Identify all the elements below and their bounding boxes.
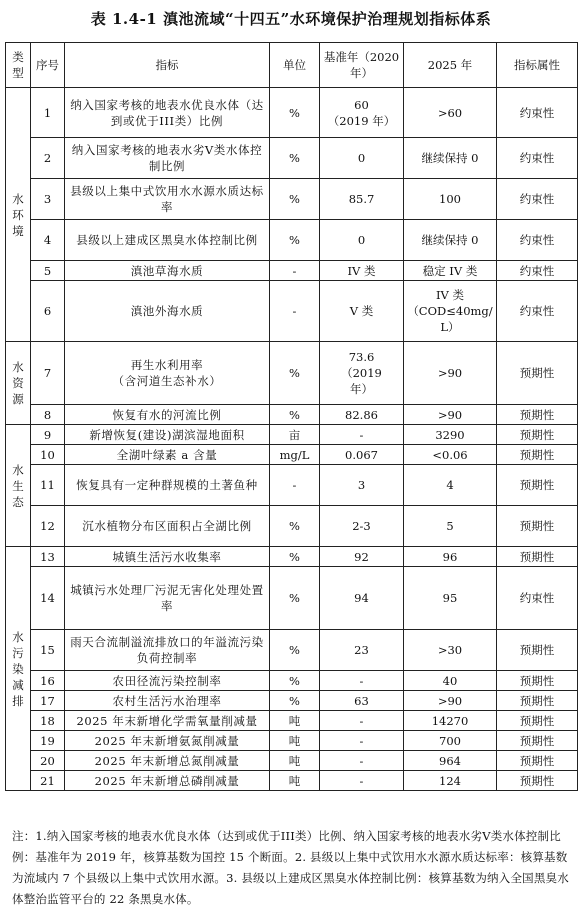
attribute-cell: 预期性 xyxy=(497,630,578,671)
baseline-cell: 2-3 xyxy=(320,506,404,547)
seq-cell: 17 xyxy=(31,691,65,711)
baseline-cell: 94 xyxy=(320,567,404,630)
target-cell: <0.06 xyxy=(404,445,497,465)
target-cell: 4 xyxy=(404,465,497,506)
table-row xyxy=(6,751,578,771)
table-row xyxy=(6,425,578,445)
baseline-cell: 73.6 （2019 年） xyxy=(320,342,404,405)
baseline-cell: 82.86 xyxy=(320,405,404,425)
indicator-cell: 农田径流污染控制率 xyxy=(65,671,270,691)
unit-cell: % xyxy=(270,179,320,220)
indicator-cell: 2025 年末新增总磷削减量 xyxy=(65,771,270,791)
unit-cell: - xyxy=(270,281,320,342)
baseline-cell: 63 xyxy=(320,691,404,711)
table-row xyxy=(6,630,578,671)
indicator-cell: 纳入国家考核的地表水劣V类水体控制比例 xyxy=(65,138,270,179)
unit-cell: mg/L xyxy=(270,445,320,465)
target-cell: 124 xyxy=(404,771,497,791)
attribute-cell: 约束性 xyxy=(497,281,578,342)
seq-cell: 18 xyxy=(31,711,65,731)
attribute-cell: 预期性 xyxy=(497,691,578,711)
attribute-cell: 预期性 xyxy=(497,445,578,465)
table-row xyxy=(6,138,578,179)
indicator-cell: 新增恢复(建设)湖滨湿地面积 xyxy=(65,425,270,445)
header-unit: 单位 xyxy=(270,43,320,88)
table-row xyxy=(6,405,578,425)
target-cell: >90 xyxy=(404,342,497,405)
table-row xyxy=(6,771,578,791)
attribute-cell: 约束性 xyxy=(497,88,578,138)
unit-cell: % xyxy=(270,691,320,711)
category-cell: 水 资 源 xyxy=(6,342,31,425)
table-title: 表 1.4-1 滇池流域“十四五”水环境保护治理规划指标体系 xyxy=(90,10,492,28)
header-baseline: 基准年（2020 年） xyxy=(320,43,404,88)
seq-cell: 19 xyxy=(31,731,65,751)
baseline-cell: - xyxy=(320,751,404,771)
unit-cell: - xyxy=(270,261,320,281)
baseline-cell: V 类 xyxy=(320,281,404,342)
indicator-cell: 恢复有水的河流比例 xyxy=(65,405,270,425)
attribute-cell: 约束性 xyxy=(497,179,578,220)
attribute-cell: 约束性 xyxy=(497,220,578,261)
target-cell: >60 xyxy=(404,88,497,138)
seq-cell: 6 xyxy=(31,281,65,342)
indicator-cell: 纳入国家考核的地表水优良水体（达到或优于III类）比例 xyxy=(65,88,270,138)
unit-cell: % xyxy=(270,88,320,138)
table-row xyxy=(6,261,578,281)
table-row xyxy=(6,567,578,630)
attribute-cell: 约束性 xyxy=(497,138,578,179)
seq-cell: 4 xyxy=(31,220,65,261)
baseline-cell: 0 xyxy=(320,138,404,179)
header-target: 2025 年 xyxy=(404,43,497,88)
header-row xyxy=(6,43,578,88)
baseline-cell: 23 xyxy=(320,630,404,671)
target-cell: >90 xyxy=(404,405,497,425)
indicator-cell: 全湖叶绿素 a 含量 xyxy=(65,445,270,465)
baseline-cell: 60 （2019 年） xyxy=(320,88,404,138)
target-cell: 964 xyxy=(404,751,497,771)
target-cell: >90 xyxy=(404,691,497,711)
baseline-cell: - xyxy=(320,731,404,751)
attribute-cell: 约束性 xyxy=(497,261,578,281)
header-category: 类型 xyxy=(6,43,31,88)
header-attribute: 指标属性 xyxy=(497,43,578,88)
unit-cell: % xyxy=(270,506,320,547)
attribute-cell: 约束性 xyxy=(497,567,578,630)
baseline-cell: 3 xyxy=(320,465,404,506)
target-cell: 继续保持 0 xyxy=(404,220,497,261)
seq-cell: 8 xyxy=(31,405,65,425)
unit-cell: % xyxy=(270,405,320,425)
indicator-cell: 城镇污水处理厂污泥无害化处理处置率 xyxy=(65,567,270,630)
seq-cell: 5 xyxy=(31,261,65,281)
indicator-cell: 滇池草海水质 xyxy=(65,261,270,281)
indicator-cell: 农村生活污水治理率 xyxy=(65,691,270,711)
attribute-cell: 预期性 xyxy=(497,465,578,506)
table-row xyxy=(6,731,578,751)
table-row xyxy=(6,342,578,405)
target-cell: 700 xyxy=(404,731,497,751)
attribute-cell: 预期性 xyxy=(497,425,578,445)
table-row xyxy=(6,506,578,547)
target-cell: 96 xyxy=(404,547,497,567)
baseline-cell: 0 xyxy=(320,220,404,261)
table-row xyxy=(6,88,578,138)
unit-cell: % xyxy=(270,547,320,567)
header-seq: 序号 xyxy=(31,43,65,88)
target-cell: 3290 xyxy=(404,425,497,445)
baseline-cell: - xyxy=(320,771,404,791)
unit-cell: 吨 xyxy=(270,731,320,751)
table-row xyxy=(6,445,578,465)
table-row xyxy=(6,547,578,567)
seq-cell: 16 xyxy=(31,671,65,691)
seq-cell: 14 xyxy=(31,567,65,630)
attribute-cell: 预期性 xyxy=(497,771,578,791)
indicator-table xyxy=(5,42,578,791)
target-cell: 5 xyxy=(404,506,497,547)
target-cell: IV 类 （COD≤40mg/ L） xyxy=(404,281,497,342)
seq-cell: 2 xyxy=(31,138,65,179)
attribute-cell: 预期性 xyxy=(497,547,578,567)
attribute-cell: 预期性 xyxy=(497,342,578,405)
baseline-cell: 92 xyxy=(320,547,404,567)
seq-cell: 7 xyxy=(31,342,65,405)
baseline-cell: - xyxy=(320,425,404,445)
seq-cell: 3 xyxy=(31,179,65,220)
indicator-cell: 雨天合流制溢流排放口的年溢流污染负荷控制率 xyxy=(65,630,270,671)
target-cell: 14270 xyxy=(404,711,497,731)
seq-cell: 15 xyxy=(31,630,65,671)
indicator-cell: 2025 年末新增化学需氧量削减量 xyxy=(65,711,270,731)
unit-cell: 吨 xyxy=(270,751,320,771)
seq-cell: 21 xyxy=(31,771,65,791)
baseline-cell: - xyxy=(320,671,404,691)
table-row xyxy=(6,465,578,506)
target-cell: 继续保持 0 xyxy=(404,138,497,179)
category-cell: 水 生 态 xyxy=(6,425,31,547)
indicator-cell: 县级以上建成区黑臭水体控制比例 xyxy=(65,220,270,261)
attribute-cell: 预期性 xyxy=(497,671,578,691)
unit-cell: 吨 xyxy=(270,711,320,731)
indicator-cell: 再生水利用率 （含河道生态补水） xyxy=(65,342,270,405)
unit-cell: % xyxy=(270,342,320,405)
indicator-cell: 2025 年末新增氨氮削减量 xyxy=(65,731,270,751)
indicator-cell: 滇池外海水质 xyxy=(65,281,270,342)
unit-cell: % xyxy=(270,220,320,261)
unit-cell: 吨 xyxy=(270,771,320,791)
table-row xyxy=(6,691,578,711)
table-row xyxy=(6,711,578,731)
indicator-cell: 城镇生活污水收集率 xyxy=(65,547,270,567)
baseline-cell: IV 类 xyxy=(320,261,404,281)
seq-cell: 12 xyxy=(31,506,65,547)
target-cell: 40 xyxy=(404,671,497,691)
table-body xyxy=(6,88,578,791)
attribute-cell: 预期性 xyxy=(497,751,578,771)
table-row xyxy=(6,220,578,261)
baseline-cell: - xyxy=(320,711,404,731)
unit-cell: % xyxy=(270,671,320,691)
baseline-cell: 0.067 xyxy=(320,445,404,465)
seq-cell: 11 xyxy=(31,465,65,506)
seq-cell: 10 xyxy=(31,445,65,465)
indicator-cell: 沉水植物分布区面积占全湖比例 xyxy=(65,506,270,547)
target-cell: 稳定 IV 类 xyxy=(404,261,497,281)
header-indicator: 指标 xyxy=(65,43,270,88)
seq-cell: 9 xyxy=(31,425,65,445)
baseline-cell: 85.7 xyxy=(320,179,404,220)
unit-cell: % xyxy=(270,138,320,179)
seq-cell: 13 xyxy=(31,547,65,567)
table-note: 注：1.纳入国家考核的地表水优良水体（达到或优于III类）比例、纳入国家考核的地表水劣V类水体控制比例：基准年为 2019 年，核算基数为国控 15 个断面。2. 县级以上集中式饮用水水源水质达标率：核算基数为流域内 7 个县级以上集中式饮用水源。3. 县级以上建成区黑臭水体控制比例：核算基数为纳入全国黑臭水体整治监管平台的 22 条黑臭水体。 xyxy=(12,829,569,906)
unit-cell: % xyxy=(270,630,320,671)
seq-cell: 20 xyxy=(31,751,65,771)
table-row xyxy=(6,179,578,220)
table-row xyxy=(6,281,578,342)
category-cell: 水 污 染 减 排 xyxy=(6,547,31,791)
attribute-cell: 预期性 xyxy=(497,506,578,547)
seq-cell: 1 xyxy=(31,88,65,138)
attribute-cell: 预期性 xyxy=(497,711,578,731)
attribute-cell: 预期性 xyxy=(497,405,578,425)
target-cell: >30 xyxy=(404,630,497,671)
target-cell: 95 xyxy=(404,567,497,630)
table-row xyxy=(6,671,578,691)
unit-cell: % xyxy=(270,567,320,630)
indicator-cell: 县级以上集中式饮用水水源水质达标率 xyxy=(65,179,270,220)
target-cell: 100 xyxy=(404,179,497,220)
attribute-cell: 预期性 xyxy=(497,731,578,751)
indicator-cell: 恢复具有一定种群规模的土著鱼种 xyxy=(65,465,270,506)
unit-cell: 亩 xyxy=(270,425,320,445)
category-cell: 水 环 境 xyxy=(6,88,31,342)
unit-cell: - xyxy=(270,465,320,506)
indicator-cell: 2025 年末新增总氮削减量 xyxy=(65,751,270,771)
